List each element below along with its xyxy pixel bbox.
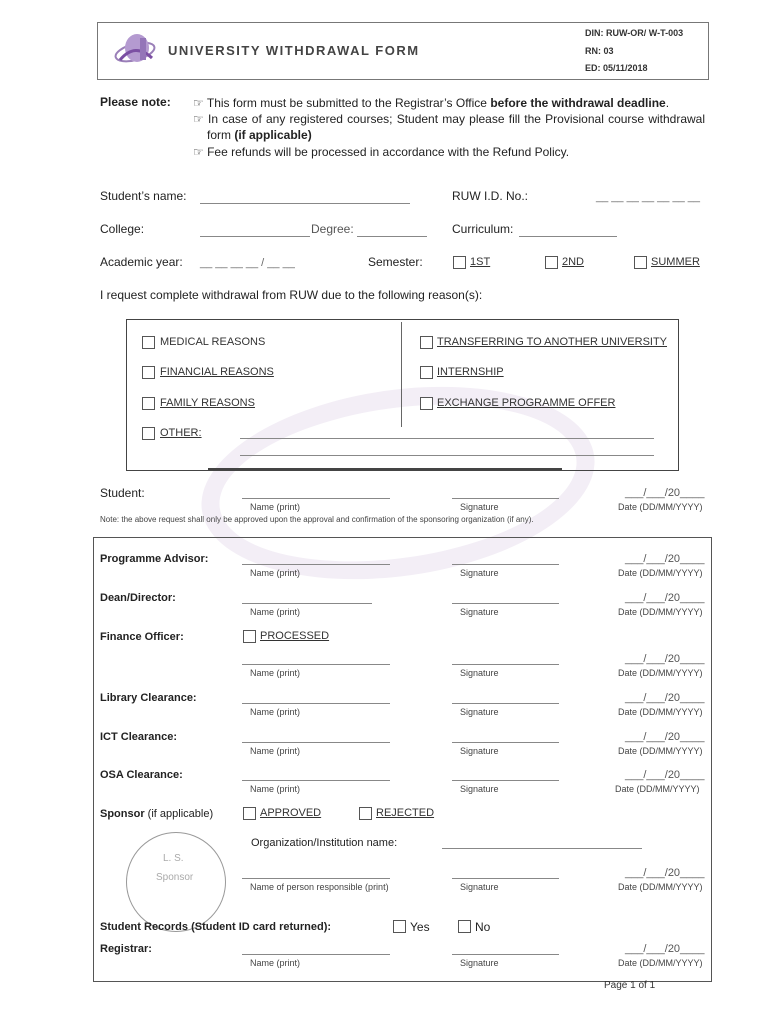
library-signature-field[interactable] xyxy=(452,703,559,704)
processed-checkbox[interactable] xyxy=(243,630,256,643)
other-reason-checkbox[interactable] xyxy=(142,427,155,440)
other-reason-label: OTHER: xyxy=(160,427,202,439)
ruw-id-field[interactable]: __ __ __ __ __ __ __ xyxy=(596,191,700,203)
college-field[interactable] xyxy=(200,236,310,237)
programme-advisor-label: Programme Advisor: xyxy=(100,553,209,565)
name-print-caption: Name (print) xyxy=(250,707,301,717)
sponsor-label xyxy=(100,808,213,820)
request-statement: I request complete withdrawal from RUW due to the following reason(s): xyxy=(100,288,483,302)
student-records-label: Student Records (Student ID card returned): xyxy=(100,921,332,933)
rejected-label: REJECTED xyxy=(376,807,435,819)
signature-caption: Signature xyxy=(460,502,499,512)
note-2-text: In case of any registered courses; Student may please fill the Provisional course withdrawal form xyxy=(207,112,706,142)
approved-checkbox[interactable] xyxy=(243,807,256,820)
name-print-caption: Name (print) xyxy=(250,784,301,794)
name-print-caption: Name (print) xyxy=(250,502,301,512)
reasons-box-rule xyxy=(208,468,562,470)
degree-field[interactable] xyxy=(357,236,427,237)
date-caption: Date (DD/MM/YYYY) xyxy=(618,568,703,578)
name-print-caption: Name (print) xyxy=(250,607,301,617)
osa-date-field[interactable]: ___/___/20____ xyxy=(625,769,705,781)
financial-reasons-checkbox[interactable] xyxy=(142,366,155,379)
please-note-label: Please note: xyxy=(100,95,171,109)
seal-sponsor-label: Sponsor xyxy=(156,872,194,883)
records-yes-label: Yes xyxy=(410,920,430,934)
ls-seal-label: L. S. xyxy=(163,853,184,864)
transferring-checkbox[interactable] xyxy=(420,336,433,349)
semester-2nd-label: 2ND xyxy=(562,256,585,268)
signature-caption: Signature xyxy=(460,707,499,717)
form-title: UNIVERSITY WITHDRAWAL FORM xyxy=(168,43,420,58)
sponsor-person-name-field[interactable] xyxy=(242,878,390,879)
ict-clearance-label: ICT Clearance: xyxy=(100,731,178,743)
other-reason-field-1[interactable] xyxy=(240,438,654,439)
pointing-hand-icon: ☞ xyxy=(193,112,208,126)
date-caption: Date (DD/MM/YYYY) xyxy=(618,607,703,617)
ict-date-field[interactable]: ___/___/20____ xyxy=(625,731,705,743)
rejected-checkbox[interactable] xyxy=(359,807,372,820)
library-clearance-label: Library Clearance: xyxy=(100,692,197,704)
semester-1st-label: 1ST xyxy=(470,256,491,268)
ict-name-field[interactable] xyxy=(242,742,390,743)
note-item-1 xyxy=(193,95,705,111)
date-caption: Date (DD/MM/YYYY) xyxy=(618,502,703,512)
exchange-programme-checkbox[interactable] xyxy=(420,397,433,410)
semester-2nd-checkbox[interactable] xyxy=(545,256,558,269)
signature-caption: Signature xyxy=(460,607,499,617)
sponsor-label-rest: (if applicable) xyxy=(144,808,214,820)
name-print-caption: Name (print) xyxy=(250,668,301,678)
reasons-divider xyxy=(401,322,402,427)
records-no-label: No xyxy=(475,920,491,934)
degree-label: Degree: xyxy=(311,222,354,236)
registrar-date-field[interactable]: ___/___/20____ xyxy=(625,943,705,955)
rn-code: RN: 03 xyxy=(585,46,614,56)
osa-clearance-label: OSA Clearance: xyxy=(100,769,183,781)
signature-caption: Signature xyxy=(460,958,499,968)
library-date-field[interactable]: ___/___/20____ xyxy=(625,692,705,704)
note-1-text: This form must be submitted to the Registrar’s Office xyxy=(206,96,491,110)
curriculum-label: Curriculum: xyxy=(452,222,514,236)
note-item-3 xyxy=(193,144,705,160)
family-reasons-checkbox[interactable] xyxy=(142,397,155,410)
student-name-field[interactable] xyxy=(200,203,410,204)
note-item-2 xyxy=(193,111,705,143)
date-caption: Date (DD/MM/YYYY) xyxy=(618,746,703,756)
advisor-signature-field[interactable] xyxy=(452,564,559,565)
advisor-name-field[interactable] xyxy=(242,564,390,565)
note-2-bold: (if applicable) xyxy=(234,128,312,142)
exchange-programme-label: EXCHANGE PROGRAMME OFFER xyxy=(437,397,616,409)
college-label: College: xyxy=(100,222,145,236)
date-caption: Date (DD/MM/YYYY) xyxy=(618,882,703,892)
pointing-hand-icon: ☞ xyxy=(193,145,208,159)
records-no-checkbox[interactable] xyxy=(458,920,471,933)
sponsor-signature-field[interactable] xyxy=(452,878,559,879)
person-responsible-caption: Name of person responsible (print) xyxy=(250,882,389,892)
other-reason-field-2[interactable] xyxy=(240,455,654,456)
date-caption: Date (DD/MM/YYYY) xyxy=(618,707,703,717)
student-name-print-field[interactable] xyxy=(242,498,390,499)
semester-summer-checkbox[interactable] xyxy=(634,256,647,269)
signature-caption: Signature xyxy=(460,784,499,794)
finance-date-field[interactable]: ___/___/20____ xyxy=(625,653,705,665)
signature-caption: Signature xyxy=(460,568,499,578)
curriculum-field[interactable] xyxy=(519,236,617,237)
student-signature-field[interactable] xyxy=(452,498,559,499)
name-print-caption: Name (print) xyxy=(250,958,301,968)
university-logo-icon xyxy=(112,30,158,70)
dean-signature-field[interactable] xyxy=(452,603,559,604)
medical-reasons-label: MEDICAL REASONS xyxy=(160,336,266,348)
student-name-label: Student’s name: xyxy=(100,189,187,203)
registrar-signature-field[interactable] xyxy=(452,954,559,955)
signature-caption: Signature xyxy=(460,746,499,756)
ict-signature-field[interactable] xyxy=(452,742,559,743)
academic-year-field[interactable]: __ __ __ __ / __ __ xyxy=(200,257,295,269)
organization-label: Organization/Institution name: xyxy=(251,837,398,849)
name-print-caption: Name (print) xyxy=(250,568,301,578)
approval-note: Note: the above request shall only be approved upon the approval and confirmation of the sponsoring organization (if any). xyxy=(100,515,534,524)
semester-label: Semester: xyxy=(368,255,423,269)
osa-name-field[interactable] xyxy=(242,780,390,781)
approved-label: APPROVED xyxy=(260,807,322,819)
semester-summer-label: SUMMER xyxy=(651,256,700,268)
sponsor-label-bold: Sponsor xyxy=(100,808,145,820)
records-yes-checkbox[interactable] xyxy=(393,920,406,933)
finance-officer-label: Finance Officer: xyxy=(100,631,184,643)
ed-date: ED: 05/11/2018 xyxy=(585,63,648,73)
dean-name-field[interactable] xyxy=(242,603,372,604)
date-caption: Date (DD/MM/YYYY) xyxy=(615,784,700,794)
transferring-label: TRANSFERRING TO ANOTHER UNIVERSITY xyxy=(437,336,668,348)
page-number: Page 1 of 1 xyxy=(604,980,656,991)
semester-1st-checkbox[interactable] xyxy=(453,256,466,269)
library-name-field[interactable] xyxy=(242,703,390,704)
financial-reasons-label: FINANCIAL REASONS xyxy=(160,366,274,378)
medical-reasons-checkbox[interactable] xyxy=(142,336,155,349)
internship-checkbox[interactable] xyxy=(420,366,433,379)
signature-caption: Signature xyxy=(460,668,499,678)
dean-date-field[interactable]: ___/___/20____ xyxy=(625,592,705,604)
student-sign-label: Student: xyxy=(100,486,145,500)
date-caption: Date (DD/MM/YYYY) xyxy=(618,958,703,968)
finance-name-field[interactable] xyxy=(242,664,390,665)
advisor-date-field[interactable]: ___/___/20____ xyxy=(625,553,705,565)
organization-field[interactable] xyxy=(442,848,642,849)
note-1-end: . xyxy=(665,96,670,110)
note-3-text: Fee refunds will be processed in accordance with the Refund Policy. xyxy=(207,145,570,159)
din-code: DIN: RUW-OR/ W-T-003 xyxy=(585,28,684,38)
academic-year-label: Academic year: xyxy=(100,255,183,269)
pointing-hand-icon: ☞ xyxy=(193,96,207,110)
processed-label: PROCESSED xyxy=(260,630,330,642)
family-reasons-label: FAMILY REASONS xyxy=(160,397,255,409)
student-date-field[interactable]: ___/___/20____ xyxy=(625,487,705,499)
dean-director-label: Dean/Director: xyxy=(100,592,176,604)
osa-signature-field[interactable] xyxy=(452,780,559,781)
registrar-name-field[interactable] xyxy=(242,954,390,955)
internship-label: INTERNSHIP xyxy=(437,366,504,378)
signature-caption: Signature xyxy=(460,882,499,892)
name-print-caption: Name (print) xyxy=(250,746,301,756)
registrar-label: Registrar: xyxy=(100,943,152,955)
ruw-id-label: RUW I.D. No.: xyxy=(452,189,529,203)
finance-signature-field[interactable] xyxy=(452,664,559,665)
note-1-bold: before the withdrawal deadline xyxy=(490,96,666,110)
sponsor-date-field[interactable]: ___/___/20____ xyxy=(625,867,705,879)
date-caption: Date (DD/MM/YYYY) xyxy=(618,668,703,678)
